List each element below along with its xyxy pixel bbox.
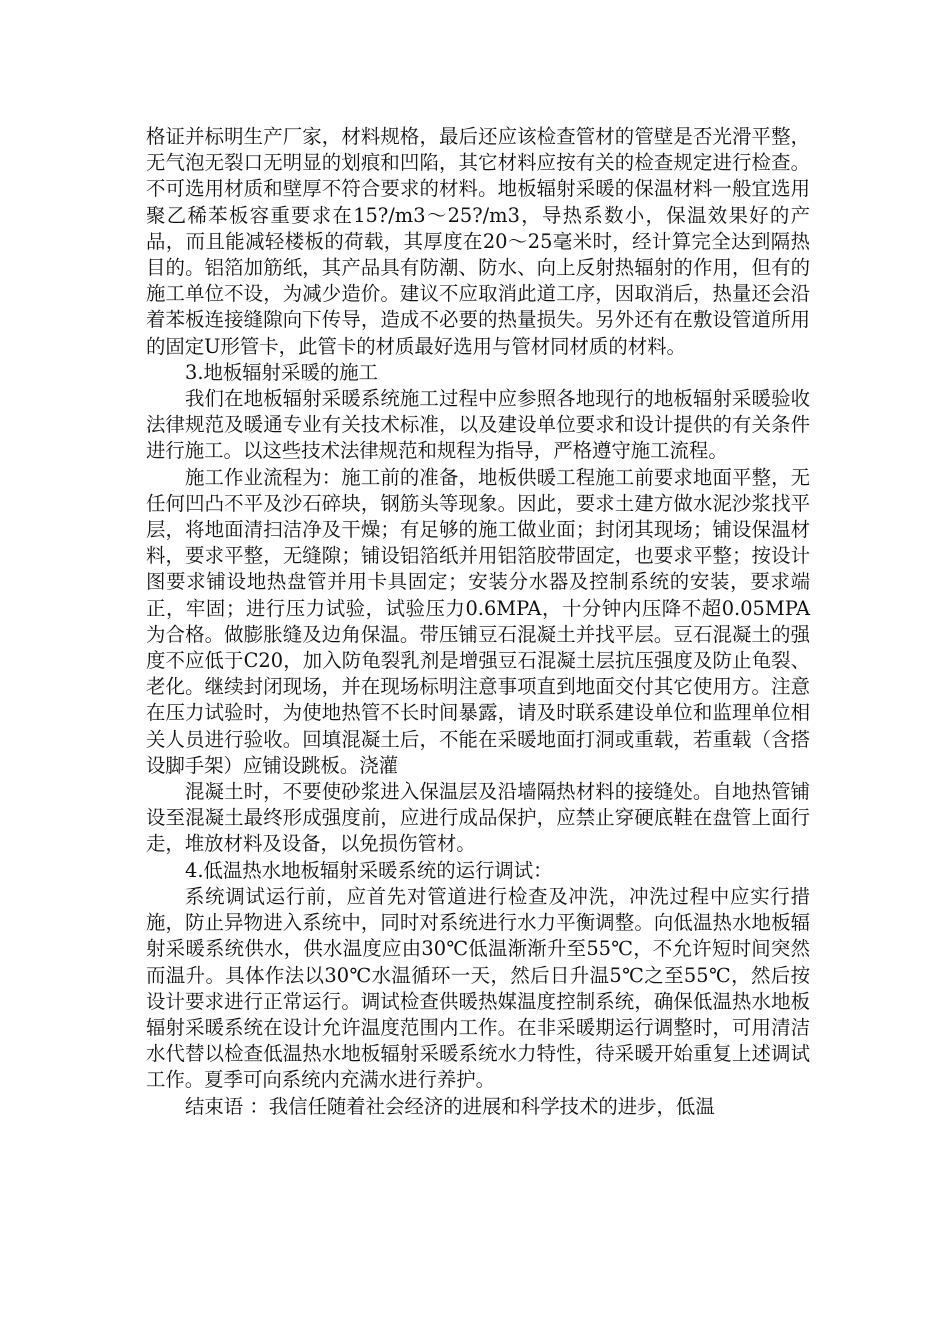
paragraph-workflow: 施工作业流程为：施工前的准备，地板供暖工程施工前要求地面平整，无任何凹凸不平及沙石碎块，钢筋头等现象。因此，要求土建方做水泥沙浆找平层，将地面清扫洁净及干燥；有足够的施工做业面；封闭其现场；铺设保温材料，要求平整，无缝隙；铺设铝箔纸并用铝箔胶带固定，也要求平整；按设计图要求铺设地热盘管并用卡具固定；安装分水器及控制系统的安装，要求端正，牢固；进行压力试验，试验压力0.6MPA，十分钟内压降不超0.05MPA为合格。做膨胀缝及边角保温。带压铺豆石混凝土并找平层。豆石混凝土的强度不应低于C20，加入防龟裂乳剂是增强豆石混凝土层抗压强度及防止龟裂、老化。继续封闭现场，并在现场标明注意事项直到地面交付其它使用方。注意在压力试验时，为使地热管不长时间暴露，请及时联系建设单位和监理单位相关人员进行验收。回填混凝土后，不能在采暖地面打洞或重载，若重载（含搭设脚手架）应铺设跳板。浇灌 (146, 465, 810, 777)
section-heading-construction: 3.地板辐射采暖的施工 (185, 360, 379, 384)
document-body (146, 124, 810, 1120)
paragraph-standards: 我们在地板辐射采暖系统施工过程中应参照各地现行的地板辐射采暖验收法律规范及暖通专业有关技术标准，以及建设单位要求和设计提供的有关条件进行施工。以这些技术法律规范和规程为指导，严格遵守施工流程。 (146, 387, 810, 463)
paragraph-commissioning: 系统调试运行前，应首先对管道进行检查及冲洗，冲洗过程中应实行措施，防止异物进入系统中，同时对系统进行水力平衡调整。向低温热水地板辐射采暖系统供水，供水温度应由30℃低温渐渐升至55℃，不允许短时间突然而温升。具体作法以30℃水温循环一天，然后日升温5℃之至55℃，然后按设计要求进行正常运行。调试检查供暖热媒温度控制系统，确保低温热水地板辐射采暖系统在设计允许温度范围内工作。在非采暖期运行调整时，可用清洁水代替以检查低温热水地板辐射采暖系统水力特性，待采暖开始重复上述调试工作。夏季可向系统内充满水进行养护。 (146, 884, 810, 1092)
section-heading-commissioning: 4.低温热水地板辐射采暖系统的运行调试： (185, 858, 553, 882)
paragraph-materials: 格证并标明生产厂家，材料规格，最后还应该检查管材的管壁是否光滑平整，无气泡无裂口无明显的划痕和凹陷，其它材料应按有关的检查规定进行检查。不可选用材质和壁厚不符合要求的材料。地板辐射采暖的保温材料一般宜选用聚乙稀苯板容重要求在15?/m3～25?/m3，导热系数小，保温效果好的产品，而且能减轻楼板的荷载，其厚度在20～25毫米时，经计算完全达到隔热目的。铝箔加筋纸，其产品具有防潮、防水、向上反射热辐射的作用，但有的施工单位不设，为减少造价。建议不应取消此道工序，因取消后，热量还会沿着苯板连接缝隙向下传导，造成不必要的热量损失。另外还有在敷设管道所用的固定U形管卡，此管卡的材质最好选用与管材同材质的材料。 (146, 125, 810, 358)
paragraph-concrete: 混凝土时，不要使砂浆进入保温层及沿墙隔热材料的接缝处。自地热管铺设至混凝土最终形成强度前，应进行成品保护，应禁止穿硬底鞋在盘管上面行走，堆放材料及设备，以免损伤管材。 (146, 780, 810, 856)
paragraph-conclusion: 结束语 ：我信任随着社会经济的进展和科学技术的进步，低温 (185, 1094, 715, 1118)
